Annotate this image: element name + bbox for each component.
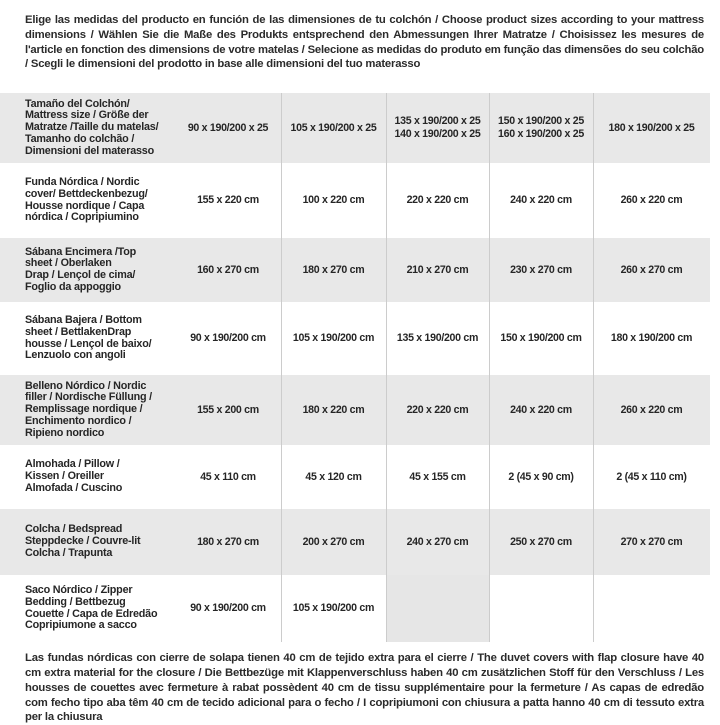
row-label: Sábana Encimera /Top sheet / Oberlaken Drap / Lençol de cima/ Foglio da appoggio xyxy=(25,245,137,293)
row-label: Sábana Bajera / Bottom sheet / BettlakenDrap housse / Lençol de baixo/ Lenzuolo con angoli xyxy=(25,314,152,362)
size-cell: 240 x 220 cm xyxy=(510,194,572,207)
row-label: Belleno Nórdico / Nordic filler / Nordische Füllung / Remplissage nordique / Enchimento nordico / Ripieno nordico xyxy=(25,379,152,439)
size-cell xyxy=(593,575,710,642)
column-divider xyxy=(489,93,490,642)
size-cell xyxy=(489,575,593,642)
table-row xyxy=(0,445,710,509)
row-label: Colcha / Bedspread Steppdecke / Couvre-lit Colcha / Trapunta xyxy=(25,523,141,560)
size-cell: 200 x 270 cm xyxy=(302,535,365,548)
size-cell: 240 x 220 cm xyxy=(510,403,572,416)
size-cell: 135 x 190/200 cm xyxy=(396,332,479,345)
column-divider xyxy=(281,93,282,642)
row-label: Tamaño del Colchón/ Mattress size / Größe der Matratze /Taille du matelas/ Tamanho do colchão / Dimensioni del materasso xyxy=(25,97,159,157)
size-cell: 105 x 190/200 cm xyxy=(292,602,375,615)
size-cell: 210 x 270 cm xyxy=(406,263,469,276)
size-cell: 45 x 110 cm xyxy=(200,470,256,483)
size-cell: 45 x 155 cm xyxy=(409,470,466,483)
size-cell: 45 x 120 cm xyxy=(305,470,362,483)
size-cell: 105 x 190/200 x 25 xyxy=(290,121,377,134)
size-cell: 155 x 220 cm xyxy=(197,194,259,207)
size-cell: 240 x 270 cm xyxy=(406,535,469,548)
size-cell: 260 x 220 cm xyxy=(620,403,683,416)
table-row xyxy=(0,375,710,445)
table-row xyxy=(0,302,710,375)
size-cell: 150 x 190/200 cm xyxy=(500,332,582,345)
size-cell: 2 (45 x 90 cm) xyxy=(508,470,574,483)
row-label: Funda Nórdica / Nordic cover/ Bettdeckenbezug/ Housse nordique / Capa nórdica / Copripiumino xyxy=(25,176,148,224)
size-cell: 180 x 190/200 x 25 xyxy=(608,121,695,134)
footer-note: Las fundas nórdicas con cierre de solapa tienen 40 cm de tejido extra para el cierre / The duvet covers with flap closure have 40 cm extra material for the closure / Die Bettbezüge mit Klappenverschluss haben 40 cm zusätzlichen Stoff für den Verschluss / Les housses de couettes avec fermeture à rabat possèdent 40 cm de tissu supplémentaire pour la fermeture / As capas de edredão com fecho tipo aba têm 40 cm de tecido adicional para o fecho / I copripiumoni con chiusura a patta hanno 40 cm di tessuto extra per la chiusura xyxy=(25,652,704,724)
size-cell: 230 x 270 cm xyxy=(510,263,572,276)
size-cell: 90 x 190/200 cm xyxy=(190,332,266,345)
size-cell xyxy=(386,575,489,642)
size-cell: 270 x 270 cm xyxy=(620,535,683,548)
table-row xyxy=(0,509,710,575)
size-cell: 105 x 190/200 cm xyxy=(292,332,375,345)
row-label: Saco Nórdico / Zipper Bedding / Bettbezug Couette / Capa de Edredão Copripiumone a sacco xyxy=(25,584,158,632)
size-cell: 100 x 220 cm xyxy=(302,194,365,207)
column-divider xyxy=(386,93,387,642)
table-row xyxy=(0,93,710,163)
size-cell: 180 x 270 cm xyxy=(197,535,259,548)
table-row xyxy=(0,575,710,642)
size-cell: 160 x 270 cm xyxy=(197,263,259,276)
size-cell: 220 x 220 cm xyxy=(406,194,469,207)
row-label: Almohada / Pillow / Kissen / Oreiller Almofada / Cuscino xyxy=(25,458,123,495)
size-table xyxy=(0,93,710,642)
size-cell: 2 (45 x 110 cm) xyxy=(616,470,687,483)
size-cell: 90 x 190/200 cm xyxy=(190,602,266,615)
size-cell: 180 x 270 cm xyxy=(302,263,365,276)
size-cell: 260 x 220 cm xyxy=(620,194,683,207)
size-cell: 220 x 220 cm xyxy=(406,403,469,416)
size-cell: 250 x 270 cm xyxy=(510,535,572,548)
size-cell: 90 x 190/200 x 25 xyxy=(187,121,269,134)
column-divider xyxy=(593,93,594,642)
size-cell: 135 x 190/200 x 25 140 x 190/200 x 25 xyxy=(394,115,481,141)
table-row xyxy=(0,163,710,238)
size-table-rows xyxy=(0,93,710,642)
table-row xyxy=(0,238,710,302)
header-note: Elige las medidas del producto en función de las dimensiones de tu colchón / Choose product sizes according to your mattress dimensions / Wählen Sie die Maße des Produkts entsprechend den Abmessungen Ihrer Matratze / Choisissez les mesures de l'article en fonction des dimensions de votre matelas / Selecione as medidas do produto em função das dimensões do seu colchão / Scegli le dimensioni del prodotto in base alle dimensioni del tuo materasso xyxy=(25,14,704,71)
size-cell: 155 x 200 cm xyxy=(197,403,259,416)
size-cell: 260 x 270 cm xyxy=(620,263,683,276)
size-cell: 180 x 220 cm xyxy=(302,403,365,416)
size-cell: 180 x 190/200 cm xyxy=(610,332,693,345)
size-cell: 150 x 190/200 x 25 160 x 190/200 x 25 xyxy=(498,115,584,141)
